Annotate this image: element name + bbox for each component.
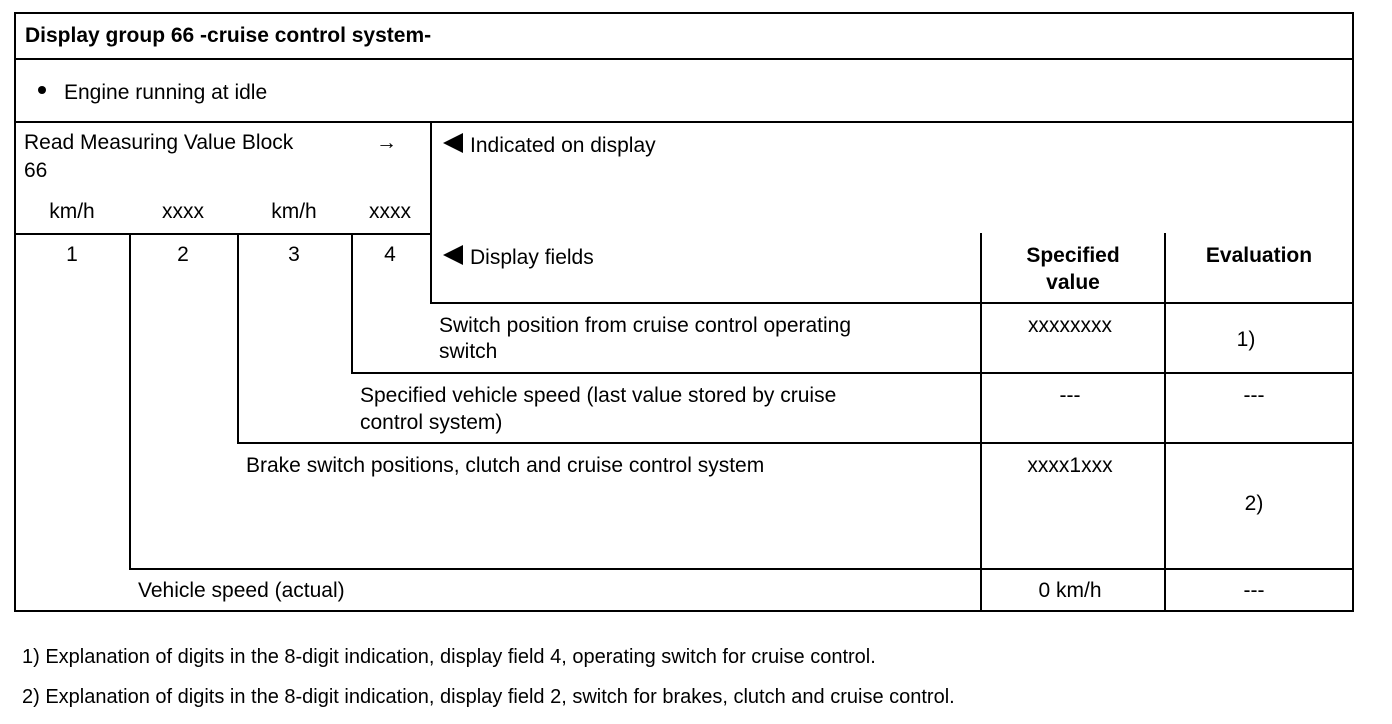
block-label-line2: 66 [24, 159, 48, 182]
row-3-evaluation: --- [1243, 384, 1265, 407]
row-2-text: Brake switch positions, clutch and cruise control system [246, 454, 765, 477]
row-4-evaluation: 1) [1236, 328, 1256, 351]
row-2-evaluation: 2) [1244, 492, 1264, 515]
row-3-text-line2: control system) [360, 411, 503, 434]
row-4-text-line1: Switch position from cruise control operating [439, 314, 852, 337]
field-number-1: 1 [66, 243, 78, 266]
bullet-icon [38, 86, 46, 94]
specified-header-line2: value [1046, 271, 1100, 294]
condition-text: Engine running at idle [64, 81, 268, 104]
evaluation-header: Evaluation [1205, 244, 1313, 267]
unit-field-4: xxxx [369, 200, 411, 223]
field-number-2: 2 [177, 243, 189, 266]
block-label-line1: Read Measuring Value Block [24, 131, 294, 154]
right-arrow-icon: → [376, 131, 397, 154]
pointer-left-icon [443, 133, 463, 153]
row-3-text-line1: Specified vehicle speed (last value stored by cruise [360, 384, 837, 407]
indicated-label: Indicated on display [470, 134, 656, 157]
row-1-specified: 0 km/h [1038, 579, 1102, 602]
footnote-1: 1) Explanation of digits in the 8-digit indication, display field 4, operating switch for cruise control. [22, 646, 876, 668]
row-1-evaluation: --- [1243, 579, 1265, 602]
field-number-3: 3 [288, 243, 300, 266]
unit-field-1: km/h [49, 200, 95, 223]
row-4-text-line2: switch [439, 340, 498, 363]
row-1-text: Vehicle speed (actual) [138, 579, 345, 602]
page-title: Display group 66 -cruise control system- [25, 24, 432, 47]
row-2-specified: xxxx1xxx [1027, 454, 1113, 477]
unit-field-2: xxxx [162, 200, 204, 223]
pointer-left-icon [443, 245, 463, 265]
row-4-specified: xxxxxxxx [1028, 314, 1112, 337]
footnote-2: 2) Explanation of digits in the 8-digit indication, display field 2, switch for brakes, clutch and cruise control. [22, 686, 955, 708]
row-3-specified: --- [1059, 384, 1081, 407]
unit-field-3: km/h [271, 200, 317, 223]
display-fields-header: Display fields [470, 246, 594, 269]
field-number-4: 4 [384, 243, 396, 266]
specified-header-line1: Specified [1026, 244, 1120, 267]
